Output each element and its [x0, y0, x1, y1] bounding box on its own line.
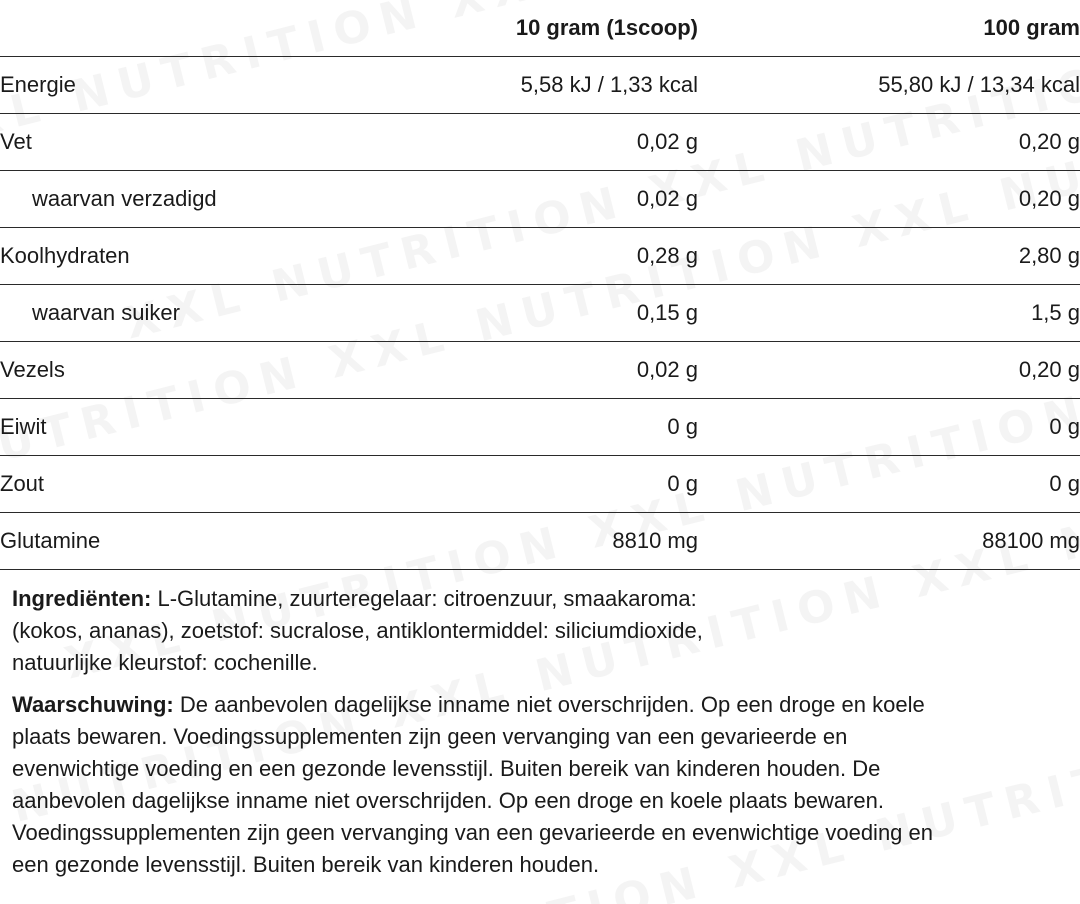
ingredients-line: natuurlijke kleurstof: cochenille. [12, 650, 318, 675]
value-per-10g: 0,02 g [500, 171, 698, 228]
table-row [0, 456, 1080, 513]
warning-text: De aanbevolen dagelijkse inname niet overschrijden. Op een droge en koele [173, 692, 925, 717]
value-per-10g: 0,15 g [500, 285, 698, 342]
header-per-10-gram: 10 gram (1scoop) [500, 0, 698, 57]
value-per-10g: 0,02 g [500, 114, 698, 171]
nutrient-name: waarvan verzadigd [0, 171, 500, 228]
header-per-100-gram: 100 gram [698, 0, 1080, 57]
table-row [0, 171, 1080, 228]
ingredients-text: L-Glutamine, zuurteregelaar: citroenzuur, smaakaroma: [151, 586, 697, 611]
warning-line: plaats bewaren. Voedingssupplementen zijn geen vervanging van een gevarieerde en [12, 724, 848, 749]
value-per-100g: 2,80 g [698, 228, 1080, 285]
value-per-100g: 0 g [698, 399, 1080, 456]
value-per-10g: 8810 mg [500, 513, 698, 570]
value-per-10g: 0,28 g [500, 228, 698, 285]
warning-line: evenwichtige voeding en een gezonde levensstijl. Buiten bereik van kinderen houden. De [12, 756, 881, 781]
table-row [0, 114, 1080, 171]
warning-paragraph [12, 689, 1072, 881]
value-per-100g: 0,20 g [698, 342, 1080, 399]
ingredients-paragraph [12, 583, 1072, 679]
warning-label: Waarschuwing: [12, 692, 174, 717]
value-per-100g: 55,80 kJ / 13,34 kcal [698, 57, 1080, 114]
header-nutrient [0, 0, 500, 57]
value-per-100g: 0,20 g [698, 171, 1080, 228]
table-row [0, 399, 1080, 456]
warning-line: een gezonde levensstijl. Buiten bereik van kinderen houden. [12, 852, 600, 877]
nutrient-name: waarvan suiker [0, 285, 500, 342]
table-row [0, 285, 1080, 342]
nutrient-name: Eiwit [0, 399, 500, 456]
value-per-100g: 0 g [698, 456, 1080, 513]
nutrient-name: Koolhydraten [0, 228, 500, 285]
ingredients-line [12, 583, 1072, 615]
value-per-10g: 5,58 kJ / 1,33 kcal [500, 57, 698, 114]
value-per-100g: 88100 mg [698, 513, 1080, 570]
value-per-100g: 1,5 g [698, 285, 1080, 342]
value-per-10g: 0,02 g [500, 342, 698, 399]
value-per-100g: 0,20 g [698, 114, 1080, 171]
value-per-10g: 0 g [500, 456, 698, 513]
table-row [0, 228, 1080, 285]
nutrient-name: Vet [0, 114, 500, 171]
warning-line: Voedingssupplementen zijn geen vervanging van een gevarieerde en evenwichtige voeding en [12, 820, 933, 845]
nutrient-name: Vezels [0, 342, 500, 399]
nutrient-name: Glutamine [0, 513, 500, 570]
ingredients-line: (kokos, ananas), zoetstof: sucralose, antiklontermiddel: siliciumdioxide, [12, 618, 703, 643]
table-row [0, 513, 1080, 570]
nutrient-name: Zout [0, 456, 500, 513]
nutrient-name: Energie [0, 57, 500, 114]
table-row [0, 57, 1080, 114]
table-header-row [0, 0, 1080, 57]
ingredients-label: Ingrediënten: [12, 586, 152, 611]
value-per-10g: 0 g [500, 399, 698, 456]
warning-line: aanbevolen dagelijkse inname niet overschrijden. Op een droge en koele plaats bewaren. [12, 788, 885, 813]
table-row [0, 342, 1080, 399]
warning-line [12, 689, 1072, 721]
